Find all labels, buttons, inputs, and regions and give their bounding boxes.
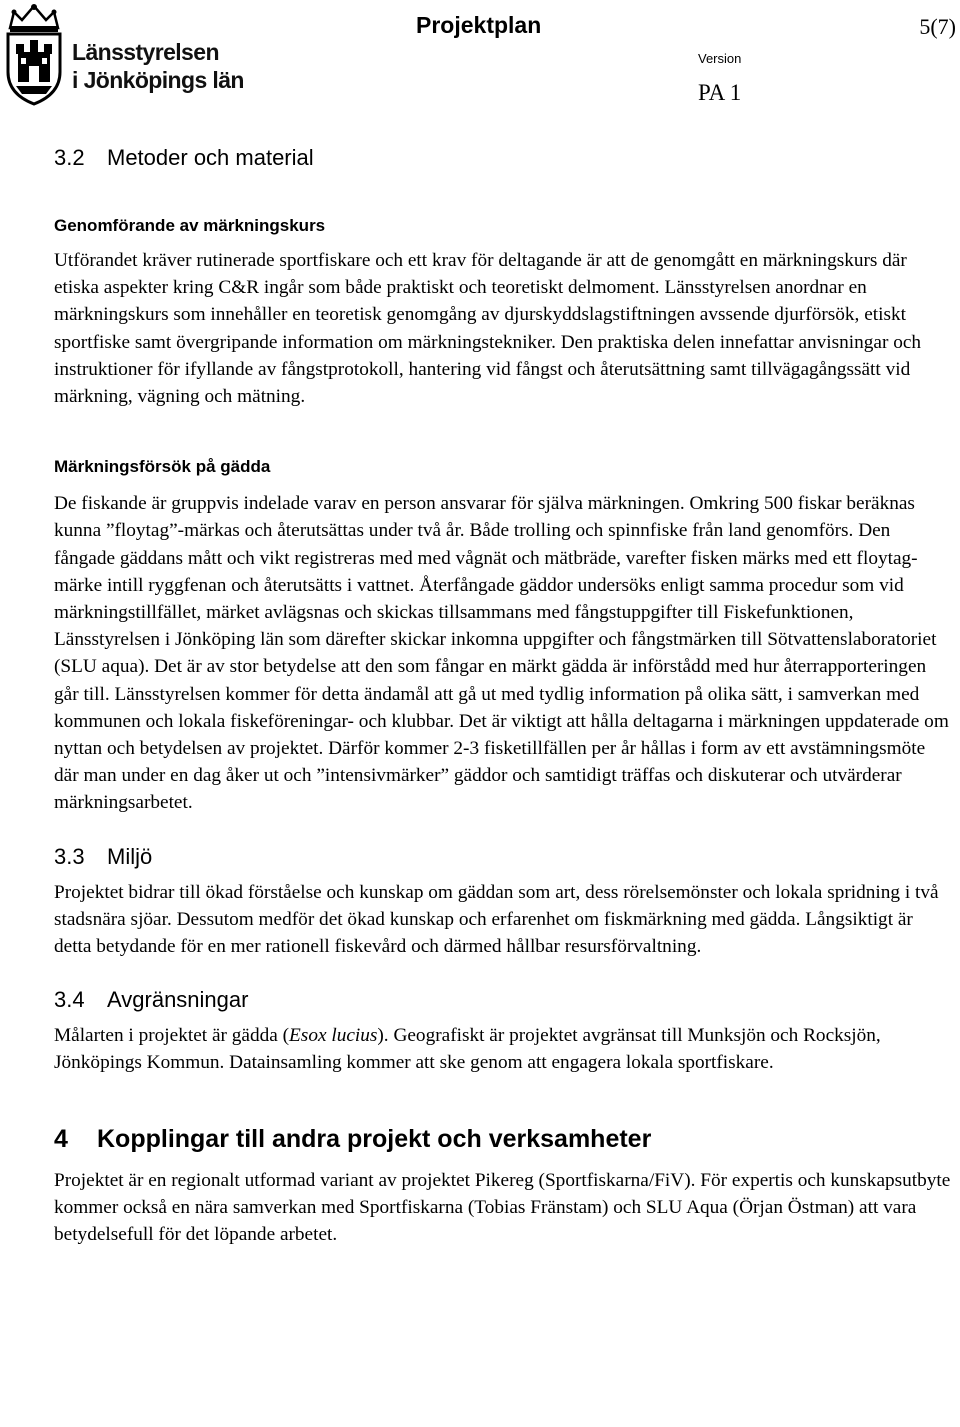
section-heading-3-3 [54, 843, 954, 871]
subheading-marking-course: Genomförande av märkningskurs [54, 216, 326, 235]
organization-name-line1: Länsstyrelsen [72, 39, 219, 65]
section-title: Avgränsningar [107, 987, 249, 1013]
section-title: Miljö [107, 843, 153, 869]
section-heading-4 [54, 1123, 954, 1155]
version-label: Version [698, 51, 742, 66]
section-number: 3.2 [54, 145, 85, 170]
section-title: Kopplingar till andra projekt och verksamheter [97, 1124, 652, 1153]
section-number: 3.3 [54, 843, 85, 869]
paragraph-limitations [54, 1022, 954, 1076]
section-heading-3-2 [54, 144, 954, 172]
species-latin-name: Esox lucius [289, 1025, 378, 1047]
section-heading-3-4 [54, 986, 954, 1014]
paragraph-environment: Projektet bidrar till ökad förståelse och kunskap om gäddan som art, dess rörelsemönster och lokala spridning i två stadsnära sjöar. Dessutom medför det ökad kunskap och erfarenhet om fiskmärkning med gädda. Långsiktigt är detta betydande för en mer rationell fiskevård och därmed hållbar resursförvaltning. [54, 881, 939, 958]
paragraph-pike-marking: De fiskande är gruppvis indelade varav en person ansvarar för själva märkningen. Omkring 500 fiskar beräknas kunna ”floytag”-märkas och återutsättas under två år. Både trolling och spinnfiske från land genomförs. Den fångade gäddans mått och vikt registreras med med vågnät och mätbräde, varefter fisken märks med ett floytag-märke intill ryggfenan och återutsätts i vattnet. Återfångade gäddor undersöks enligt samma procedur som vid märkningstillfället, märket avlägsnas och skickas tillsammans med fångstuppgifter till Fiskefunktionen, Länsstyrelsen i Jönköping län som därefter skickar inkomna uppgifter och fångstmärken till Sötvattenslaboratoriet (SLU aqua). Det är av stor betydelse att den som fångar en märkt gädda är införstådd med hur återrapporteringen går till. Länsstyrelsen kommer för detta ändamål att gå ut med tydlig information på olika sätt, i samverkan med kommunen och lokala fiskeföreningar- och klubbar. Det är viktigt att hålla deltagarna i märkningen uppdaterade om nyttan och betydelsen av projektet. Därför kommer 2-3 fisketillfällen per år hållas i form av ett avstämningsmöte där man under en dag åker ut och ”intensivmärker” gäddor och samtidigt träffas och diskuterar och utvärderar märkningsarbetet. [54, 493, 949, 814]
document-title: Projektplan [416, 12, 542, 38]
section-title: Metoder och material [107, 145, 314, 170]
paragraph-connections: Projektet är en regionalt utformad variant av projektet Pikereg (Sportfiskarna/FiV). För expertis och kunskapsutbyte kommer också en nära samverkan med Sportfiskarna (Tobias Fränstam) och SLU Aqua (Örjan Östman) att vara betydelsefull för det löpande arbetet. [54, 1169, 951, 1246]
organization-name-line2: i Jönköpings län [72, 67, 244, 93]
coat-of-arms-icon [2, 2, 66, 106]
section-number: 3.4 [54, 987, 85, 1013]
limitations-text-start: Målarten i projektet är gädda ( [54, 1025, 290, 1047]
subheading-pike-marking: Märkningsförsök på gädda [54, 457, 271, 477]
document-body [54, 144, 954, 1248]
section-number: 4 [54, 1124, 68, 1153]
version-value: PA 1 [698, 80, 742, 105]
page-number: 5(7) [919, 14, 956, 39]
organization-logo [0, 0, 244, 110]
organization-name [72, 38, 244, 94]
limitations-text-end: ). Geografiskt är projektet avgränsat till Munksjön och Rocksjön, Jönköpings Kommun. Datainsamling kommer att ske genom att engagera lokala sportfiskare. [54, 1025, 881, 1074]
paragraph-marking-course: Utförandet kräver rutinerade sportfiskare och ett krav för deltagande är att de genomgått en märkningskurs där etiska aspekter kring C&R ingår som både praktiskt och teoretiskt delmoment. Länsstyrelsen anordnar en märkningskurs som innehåller en teoretisk genomgång av djurskyddslagstiftningen avssende djurförsök, etiskt sportfiske samt övergripande information om märkningstekniker. Den praktiska delen innefattar anvisningar och instruktioner för ifyllande av fångstprotokoll, hantering vid fångst och återutsättning samt tillvägagångssätt vid märkning, vägning och mätning. [54, 250, 922, 408]
